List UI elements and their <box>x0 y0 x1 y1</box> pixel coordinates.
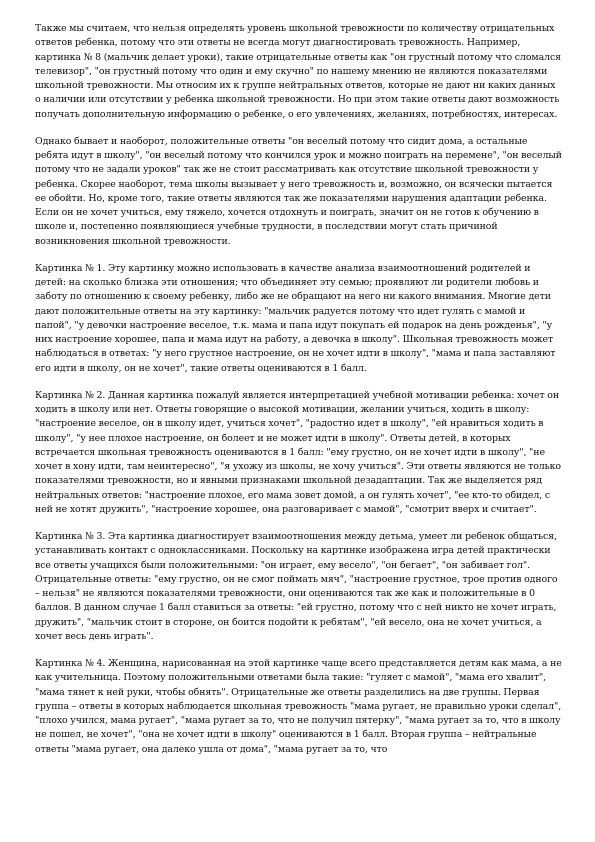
paragraph-positive-answers: Однако бывает и наоборот, положительные ответы "он веселый потому что сидит дома, а остальные ребята идут в школу", "он веселый потому что кончился урок и можно поиграть на перемене", "он веселый потому что не задали уроков" так же не стоит рассматривать как отсутствие школьной тревожности у ребенка. Скорее наоборот, тема школы вызывает у него тревожность и, возможно, он всячески пытается ее обойти. Но, кроме того, такие ответы являются так же показателями нарушения адаптации ребенка. Если он не хочет учиться, ему тяжело, хочется отдохнуть и поиграть, значит он не готов к обучению в школе и, постепенно появляющиеся учебные трудности, в последствии могут стать причиной возникновения школьной тревожности. <box>35 135 562 247</box>
paragraph-picture-2: Картинка № 2. Данная картинка пожалуй является интерпретацией учебной мотивации ребенка: хочет он ходить в школу или нет. Ответы говорящие о высокой мотивации, желании учиться, ходить в школу: "настроение веселое, он в школу идет, учиться хочет", "радостно идет в школу", "ей нравиться ходить в школу", "у нее плохое настроение, он болеет и не может идти в школу". Ответы детей, в которых встречается школьная тревожность оцениваются в 1 балл: "ему грустно, он не хочет идти в школу", "не хочет в хону идти, там неинтересно", "я ухожу из школы, не хочу учиться". Эти ответы являются не только показателями тревожности, но и явными признаками школьной дезадаптации. Так же выделяется ряд нейтральных ответов: "настроение плохое, его мама зовет домой, а он гулять хочет", "ее кто-то обидел, с ней не хотят дружить", "настроение хорошее, она разговаривает с мамой", "смотрит вверх и считает". <box>35 389 562 515</box>
paragraph-picture-4: Картинка № 4. Женщина, нарисованная на этой картинке чаще всего представляется детям как мама, а не как учительница. Поэтому положительными ответами была такие: "гуляет с мамой", "мама его хвалит", "мама тянет к ней руки, чтобы обнять". Отрицательные же ответы разделились на две группы. Первая группа – ответы в которых наблюдается школьная тревожность "мама ругает, не правильно уроки сделал", "плохо учился, мама ругает", "мама ругает за то, что не получил пятерку", "мама ругает за то, что в школу не пошел, не хочет", "она не хочет идти в школу" оцениваются в 1 балл. Вторая группа – нейтральные ответы "мама ругает, она далеко ушла от дома", "мама ругает за то, что <box>35 658 562 755</box>
paragraph-picture-1: Картинка № 1. Эту картинку можно использовать в качестве анализа взаимоотношений родителей и детей: на сколько близка эти отношения; что объединяет эту семью; проявляют ли родители любовь и заботу по отношению к своему ребенку, либо же не обращают на него ни какого внимания. Многие дети дают положительные ответы на эту картинку: "мальчик радуется потому что идет гулять с мамой и папой", "у девочки настроение веселое, т.к. мама и папа идут покупать ей подарок на день рожденья", "у них настроение хорошее, папа и мама идут на работу, а девочка в школу". Школьная тревожность может наблюдаться в ответах: "у него грустное настроение, он не хочет идти в школу", "мама и папа заставляют его идти в школу, он не хочет", такие ответы оцениваются в 1 балл. <box>35 262 556 374</box>
paragraph-school-anxiety-negative-answers: Также мы считаем, что нельзя определять уровень школьной тревожности по количеству отрицательных ответов ребенка, потому что эти ответы не всегда могут диагностировать тревожность. Например, картинка № 8 (мальчик делает уроки), такие отрицательные ответы как "он грустный потому что сломался телевизор", "он грустный потому что один и ему скучно" по нашему мнению не являются показателями школьной тревожности. Мы относим их к группе нейтральных ответов, которые не дают ни каких данных о наличии или отсутствии у ребенка школьной тревожности. Но при этом такие ответы дают возможность получать дополнительную информацию о ребенке, о его увлечениях, желаниях, потребностях, интересах. <box>35 23 561 120</box>
paragraph-picture-3: Картинка № 3. Эта картинка диагностирует взаимоотношения между детьма, умеет ли ребенок общаться, устанавливать контакт с одноклассниками. Поскольку на картинке изображена игра детей практически все ответы учащихся были положительными: "он играет, ему весело", "он бегает", "он забивает гол". Отрицательные ответы: "ему грустно, он не смог поймать мяч", "настроение грустное, трое против одного – нельзя" не являются показателями тревожности, они оцениваются так же как и положительные в 0 баллов. В данном случае 1 балл ставиться за ответы: "ей грустно, потому что с ней никто не хочет играть, дружить", "мальчик стоит в стороне, он боится подойти к ребятам", "ей весело, она не хочет учиться, а хочет весь день играть". <box>35 531 558 642</box>
